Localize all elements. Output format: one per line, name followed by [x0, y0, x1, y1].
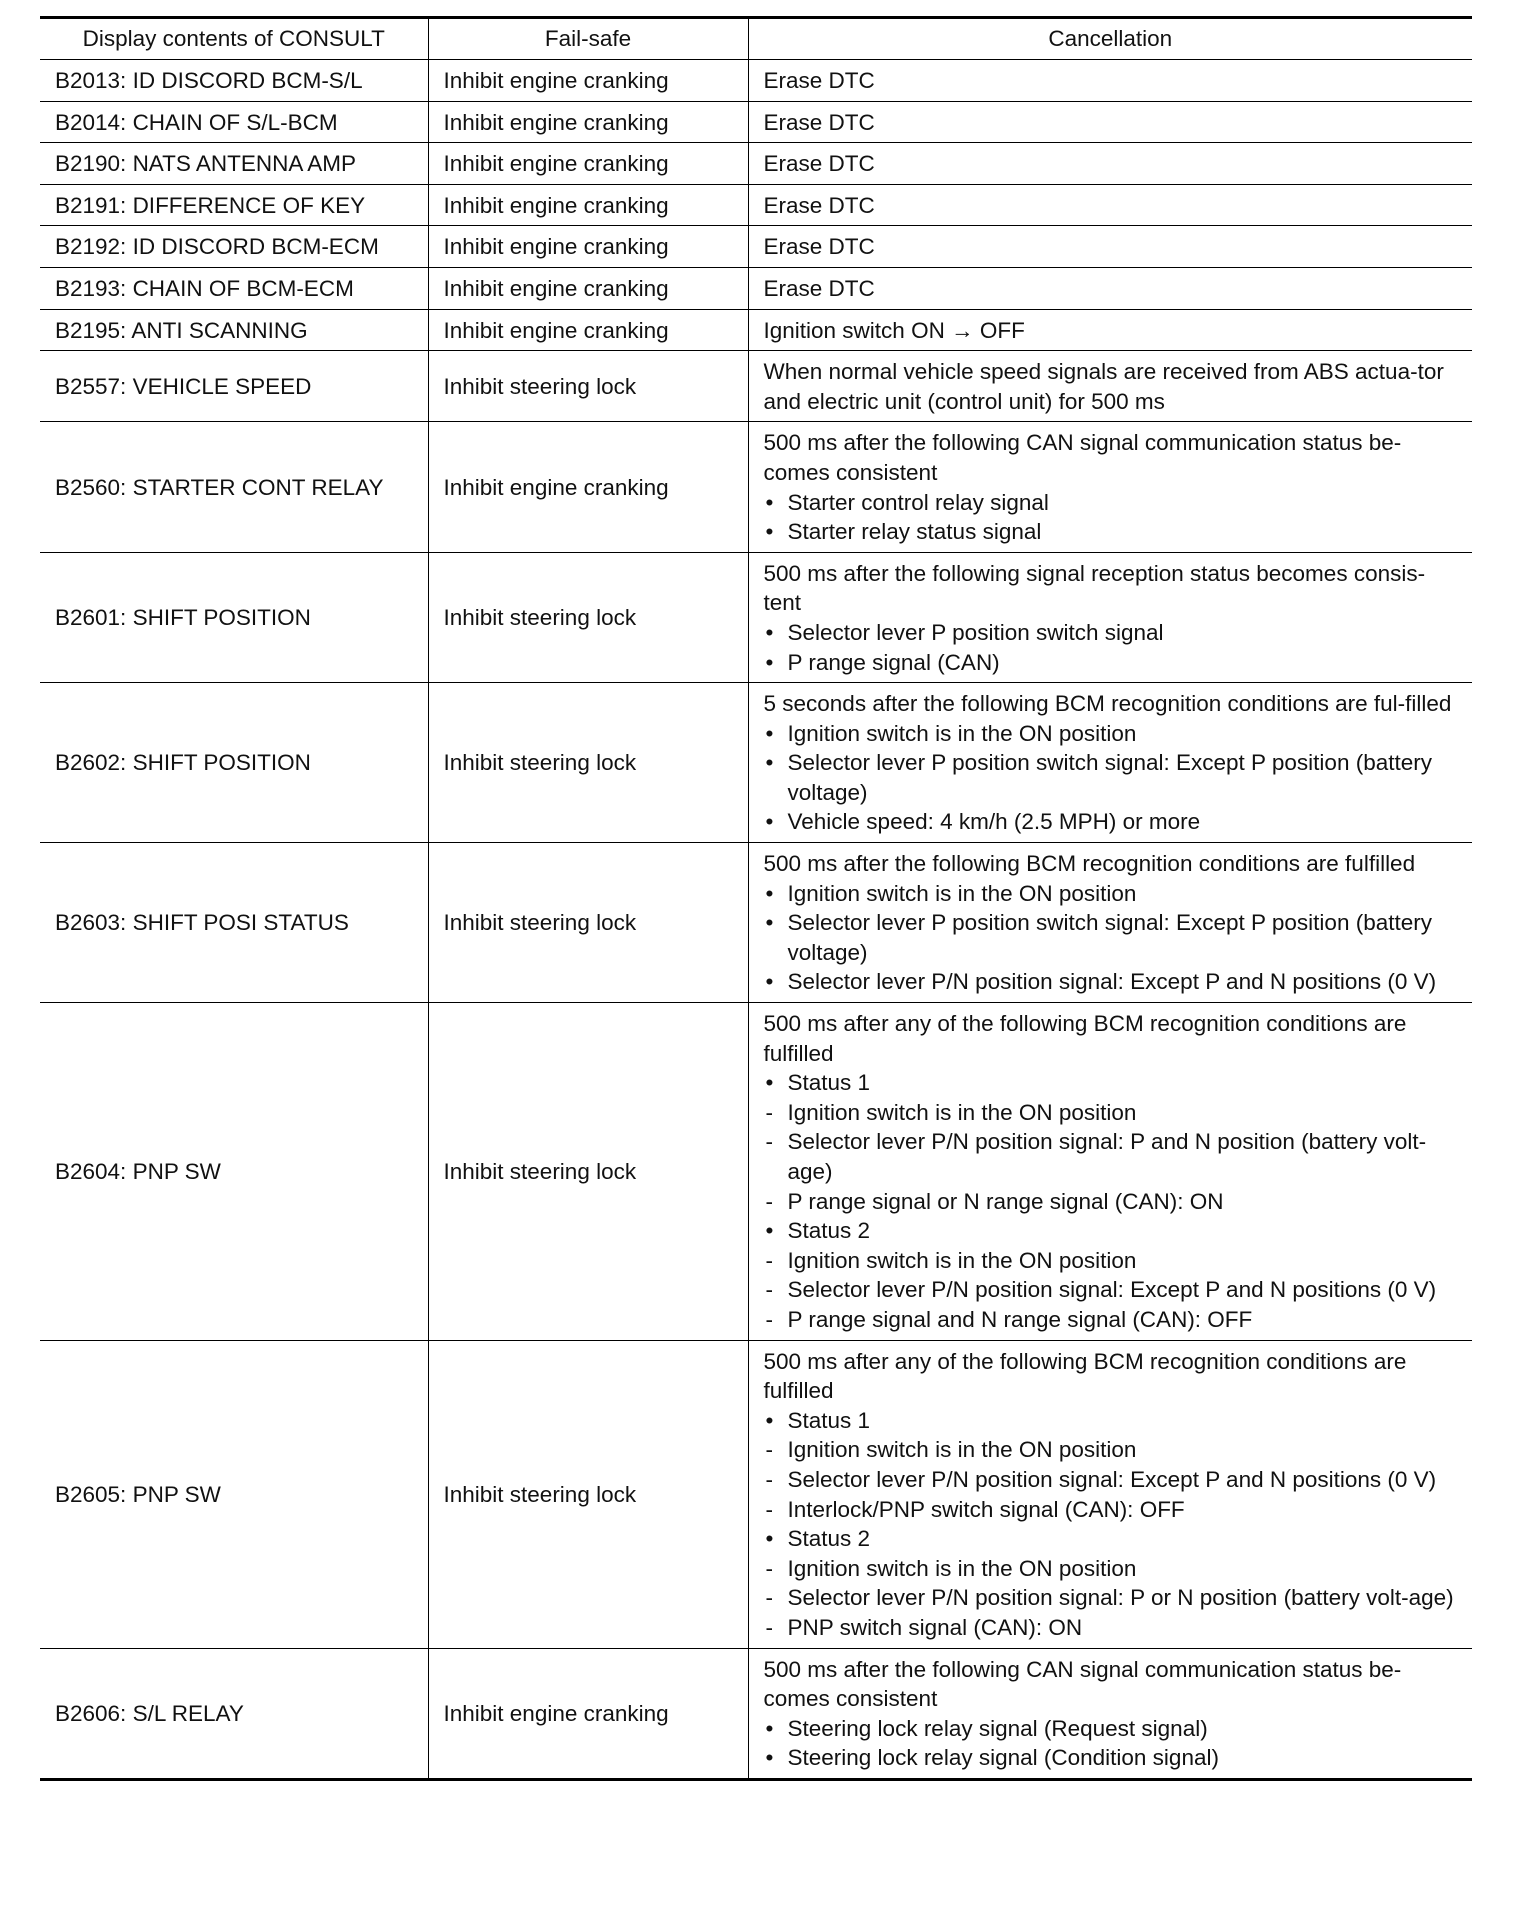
condition-list — [764, 719, 1459, 837]
condition-list — [764, 488, 1459, 547]
condition-list — [764, 618, 1459, 677]
condition-item — [764, 1098, 1459, 1128]
dash-marker: - — [765, 1277, 773, 1303]
condition-item — [764, 618, 1459, 648]
condition-item — [764, 1613, 1459, 1643]
cancellation-text: Erase DTC — [763, 151, 875, 177]
cancellation-cell — [748, 143, 1472, 185]
condition-text: Ignition switch is in the ON position — [787, 1099, 1137, 1125]
dash-marker: - — [765, 1585, 773, 1611]
condition-item — [764, 967, 1459, 997]
column-header-display-contents: Display contents of CONSULT — [40, 18, 428, 60]
condition-item — [764, 1554, 1459, 1584]
cancellation-cell — [748, 1340, 1472, 1648]
cancellation-cell — [748, 843, 1472, 1003]
dash-marker: - — [765, 1466, 773, 1492]
dtc-display-cell: B2195: ANTI SCANNING — [40, 309, 428, 351]
cancellation-cell — [748, 1003, 1472, 1341]
condition-item — [764, 648, 1459, 678]
cancellation-text: When normal vehicle speed signals are received from ABS actua-tor and electric unit (control unit) for 500 ms — [763, 359, 1444, 414]
condition-item — [764, 1714, 1459, 1744]
fail-safe-cell: Inhibit engine cranking — [428, 184, 748, 226]
cancellation-cell — [748, 351, 1472, 422]
cancellation-cell — [748, 267, 1472, 309]
bullet-marker: • — [765, 1715, 774, 1741]
dash-marker: - — [765, 1306, 773, 1332]
table-row — [40, 422, 1472, 552]
condition-text: Selector lever P/N position signal: Except P and N positions (0 V) — [787, 1466, 1437, 1492]
dtc-display-cell: B2602: SHIFT POSITION — [40, 683, 428, 843]
fail-safe-cell: Inhibit engine cranking — [428, 267, 748, 309]
cancellation-text: 500 ms after the following signal reception status becomes consis-tent — [763, 560, 1426, 616]
cancellation-cell — [748, 309, 1472, 351]
fail-safe-cell: Inhibit steering lock — [428, 552, 748, 682]
fail-safe-cell: Inhibit engine cranking — [428, 60, 748, 102]
cancellation-text: Erase DTC — [763, 192, 875, 218]
condition-text: Status 2 — [787, 1526, 871, 1552]
fail-safe-cell: Inhibit engine cranking — [428, 226, 748, 268]
cancellation-cell — [748, 683, 1472, 843]
dash-marker: - — [765, 1496, 773, 1522]
bullet-marker: • — [765, 1070, 774, 1096]
condition-text: Starter control relay signal — [787, 489, 1049, 515]
cancellation-cell — [748, 60, 1472, 102]
bullet-marker: • — [765, 720, 774, 746]
condition-text: Ignition switch is in the ON position — [787, 1555, 1137, 1581]
dtc-display-cell: B2606: S/L RELAY — [40, 1648, 428, 1779]
condition-list — [764, 1714, 1459, 1773]
table-row — [40, 267, 1472, 309]
condition-item — [764, 1127, 1459, 1186]
condition-text: Ignition switch is in the ON position — [787, 1437, 1137, 1463]
bullet-marker: • — [765, 910, 774, 936]
cancellation-text: 5 seconds after the following BCM recognition conditions are ful-filled — [763, 691, 1452, 717]
cancellation-text: 500 ms after the following CAN signal communication status be-comes consistent — [763, 1656, 1402, 1712]
dtc-display-cell: B2604: PNP SW — [40, 1003, 428, 1341]
cancellation-text: 500 ms after any of the following BCM recognition conditions are fulfilled — [763, 1011, 1407, 1066]
bullet-marker: • — [765, 649, 774, 675]
table-row — [40, 1003, 1472, 1341]
bullet-marker: • — [765, 1218, 774, 1244]
cancellation-cell — [748, 184, 1472, 226]
cancellation-text: 500 ms after the following BCM recognition conditions are fulfilled — [763, 851, 1416, 877]
dtc-display-cell: B2191: DIFFERENCE OF KEY — [40, 184, 428, 226]
condition-text: Ignition switch is in the ON position — [787, 880, 1137, 906]
dtc-display-cell: B2605: PNP SW — [40, 1340, 428, 1648]
condition-item — [764, 1465, 1459, 1495]
condition-text: Status 2 — [787, 1218, 871, 1244]
bullet-marker: • — [765, 519, 774, 545]
dash-marker: - — [765, 1247, 773, 1273]
cancellation-cell — [748, 1648, 1472, 1779]
cancellation-text: Erase DTC — [763, 275, 875, 301]
bullet-marker: • — [765, 489, 774, 515]
table-row — [40, 351, 1472, 422]
column-header-cancellation: Cancellation — [748, 18, 1472, 60]
condition-text: Status 1 — [787, 1407, 871, 1433]
condition-item — [764, 1495, 1459, 1525]
bullet-marker: • — [765, 750, 774, 776]
dtc-display-cell: B2192: ID DISCORD BCM-ECM — [40, 226, 428, 268]
condition-text: Vehicle speed: 4 km/h (2.5 MPH) or more — [787, 809, 1201, 835]
fail-safe-cell: Inhibit steering lock — [428, 1340, 748, 1648]
bullet-marker: • — [765, 1745, 774, 1771]
dash-marker: - — [765, 1614, 773, 1640]
condition-item — [764, 1216, 1459, 1246]
cancellation-text: Erase DTC — [763, 109, 875, 135]
condition-item — [764, 1743, 1459, 1773]
bullet-marker: • — [765, 809, 774, 835]
table-row — [40, 1340, 1472, 1648]
dtc-display-cell: B2560: STARTER CONT RELAY — [40, 422, 428, 552]
cancellation-text: Ignition switch ON → OFF — [763, 317, 1025, 343]
fail-safe-cell: Inhibit engine cranking — [428, 143, 748, 185]
cancellation-cell — [748, 101, 1472, 143]
condition-item — [764, 1583, 1459, 1613]
condition-text: Ignition switch is in the ON position — [787, 1247, 1137, 1273]
fail-safe-cell: Inhibit steering lock — [428, 1003, 748, 1341]
table-row — [40, 683, 1472, 843]
condition-text: Selector lever P/N position signal: P and N position (battery volt-age) — [787, 1129, 1427, 1184]
condition-text: Selector lever P/N position signal: Except P and N positions (0 V) — [787, 969, 1437, 995]
condition-text: Selector lever P position switch signal: Except P position (battery voltage) — [787, 910, 1432, 965]
fail-safe-cell: Inhibit steering lock — [428, 843, 748, 1003]
dtc-display-cell: B2013: ID DISCORD BCM-S/L — [40, 60, 428, 102]
condition-text: PNP switch signal (CAN): ON — [787, 1614, 1083, 1640]
condition-text: Starter relay status signal — [787, 519, 1042, 545]
table-row — [40, 1648, 1472, 1779]
condition-item — [764, 719, 1459, 749]
bullet-marker: • — [765, 880, 774, 906]
bullet-marker: • — [765, 1407, 774, 1433]
cancellation-cell — [748, 422, 1472, 552]
fail-safe-cell: Inhibit engine cranking — [428, 422, 748, 552]
table-row — [40, 184, 1472, 226]
bullet-marker: • — [765, 619, 774, 645]
fail-safe-cell: Inhibit engine cranking — [428, 1648, 748, 1779]
table-header-row — [40, 18, 1472, 60]
table-body — [40, 60, 1472, 1780]
dtc-display-cell: B2557: VEHICLE SPEED — [40, 351, 428, 422]
condition-text: Selector lever P position switch signal — [787, 619, 1164, 645]
condition-item — [764, 517, 1459, 547]
condition-text: Steering lock relay signal (Request signal) — [787, 1715, 1208, 1741]
bullet-marker: • — [765, 969, 774, 995]
cancellation-text: 500 ms after any of the following BCM recognition conditions are fulfilled — [763, 1348, 1407, 1404]
table-row — [40, 60, 1472, 102]
dtc-display-cell: B2601: SHIFT POSITION — [40, 552, 428, 682]
dtc-display-cell: B2193: CHAIN OF BCM-ECM — [40, 267, 428, 309]
table-row — [40, 309, 1472, 351]
fail-safe-cell: Inhibit steering lock — [428, 683, 748, 843]
cancellation-cell — [748, 552, 1472, 682]
condition-text: Ignition switch is in the ON position — [787, 720, 1137, 746]
dash-marker: - — [765, 1555, 773, 1581]
condition-text: Selector lever P/N position signal: Except P and N positions (0 V) — [787, 1277, 1437, 1303]
dtc-display-cell: B2603: SHIFT POSI STATUS — [40, 843, 428, 1003]
condition-text: Interlock/PNP switch signal (CAN): OFF — [787, 1496, 1185, 1522]
dash-marker: - — [765, 1129, 773, 1155]
fail-safe-table — [40, 16, 1472, 1781]
dtc-display-cell: B2190: NATS ANTENNA AMP — [40, 143, 428, 185]
condition-list — [764, 1406, 1459, 1643]
condition-item — [764, 1068, 1459, 1098]
condition-list — [764, 879, 1459, 997]
condition-text: P range signal (CAN) — [787, 649, 1000, 675]
condition-item — [764, 908, 1459, 967]
condition-item — [764, 879, 1459, 909]
bullet-marker: • — [765, 1526, 774, 1552]
condition-text: Steering lock relay signal (Condition signal) — [787, 1745, 1219, 1771]
condition-item — [764, 748, 1459, 807]
condition-item — [764, 1435, 1459, 1465]
table-row — [40, 101, 1472, 143]
dash-marker: - — [765, 1099, 773, 1125]
condition-text: Status 1 — [787, 1070, 871, 1096]
dtc-display-cell: B2014: CHAIN OF S/L-BCM — [40, 101, 428, 143]
table-row — [40, 843, 1472, 1003]
condition-text: Selector lever P/N position signal: P or N position (battery volt-age) — [787, 1585, 1454, 1611]
cancellation-text: 500 ms after the following CAN signal communication status be-comes consistent — [763, 430, 1402, 485]
condition-item — [764, 1524, 1459, 1554]
dash-marker: - — [765, 1437, 773, 1463]
condition-item — [764, 1406, 1459, 1436]
condition-item — [764, 1246, 1459, 1276]
condition-item — [764, 1275, 1459, 1305]
fail-safe-cell: Inhibit engine cranking — [428, 309, 748, 351]
condition-item — [764, 807, 1459, 837]
condition-item — [764, 488, 1459, 518]
fail-safe-cell: Inhibit engine cranking — [428, 101, 748, 143]
dash-marker: - — [765, 1188, 773, 1214]
cancellation-text: Erase DTC — [763, 68, 875, 93]
fail-safe-cell: Inhibit steering lock — [428, 351, 748, 422]
condition-text: P range signal and N range signal (CAN): OFF — [787, 1306, 1253, 1332]
condition-text: Selector lever P position switch signal: Except P position (battery voltage) — [787, 750, 1432, 805]
column-header-fail-safe: Fail-safe — [428, 18, 748, 60]
condition-text: P range signal or N range signal (CAN): ON — [787, 1188, 1224, 1214]
condition-item — [764, 1187, 1459, 1217]
table-row — [40, 143, 1472, 185]
cancellation-cell — [748, 226, 1472, 268]
table-row — [40, 226, 1472, 268]
condition-list — [764, 1068, 1459, 1334]
table-row — [40, 552, 1472, 682]
condition-item — [764, 1305, 1459, 1335]
cancellation-text: Erase DTC — [763, 234, 875, 260]
